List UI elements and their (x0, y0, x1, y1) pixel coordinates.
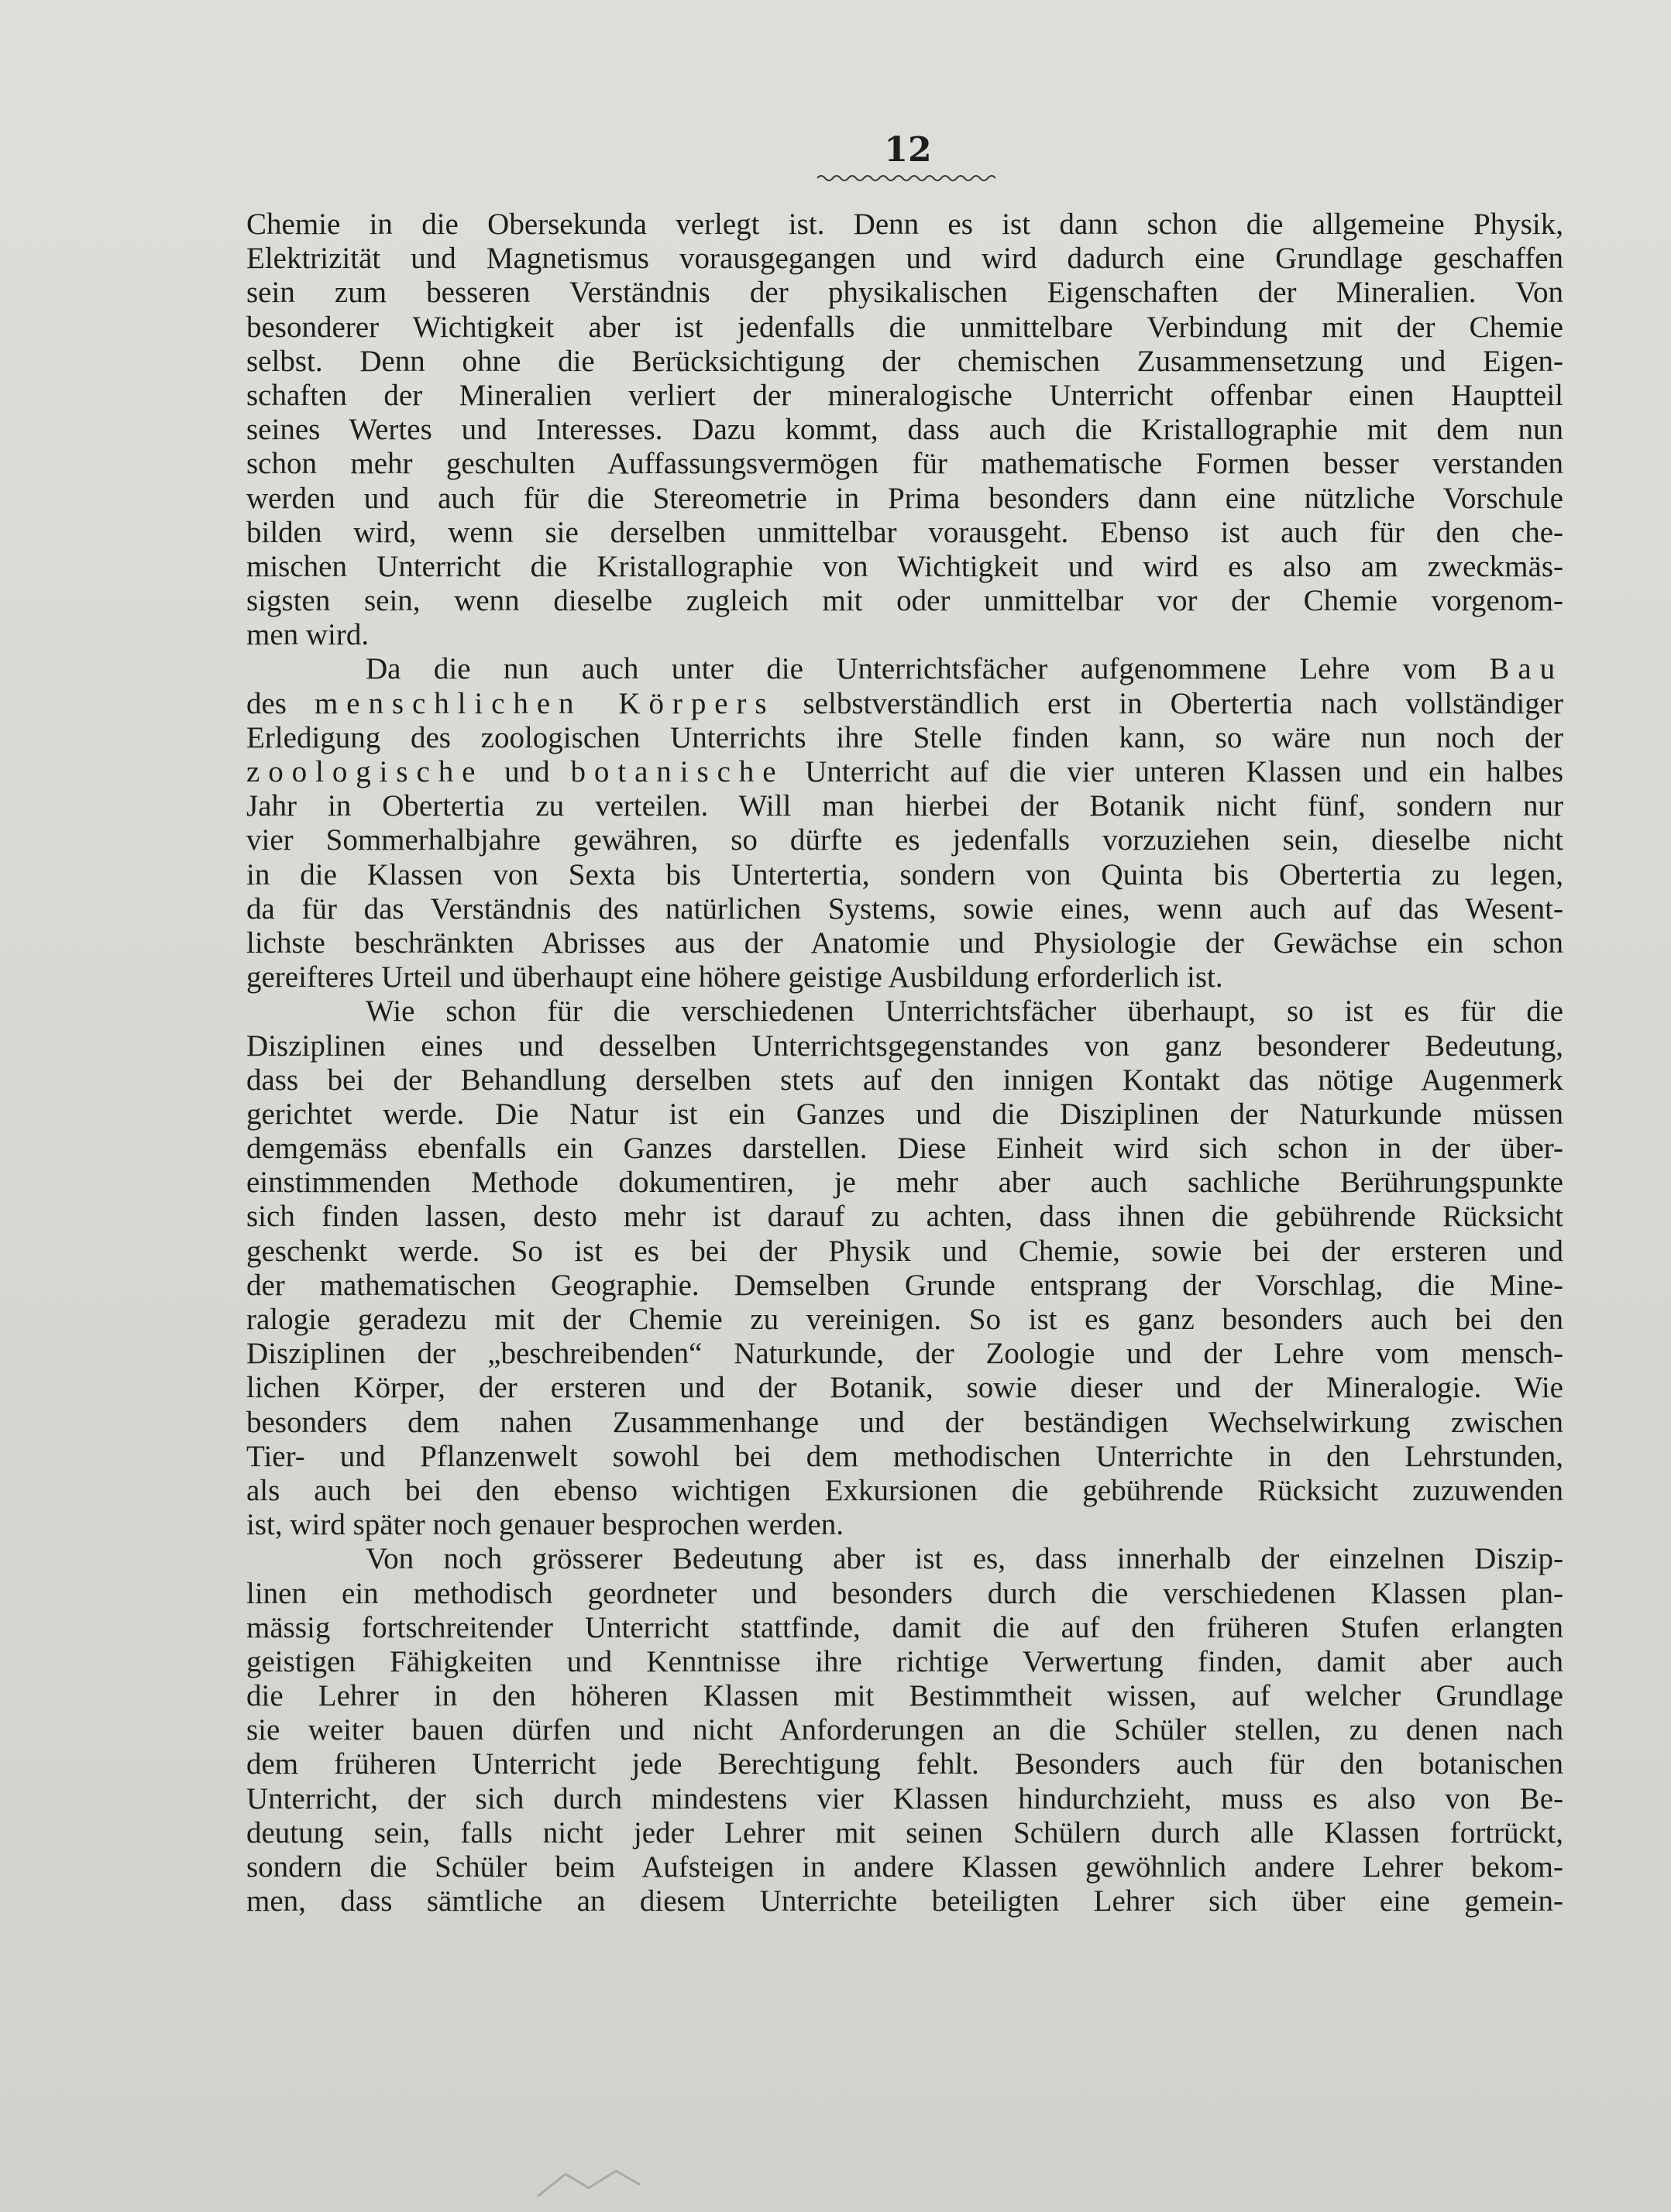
text-line: besonderer Wichtigkeit aber ist jedenfalls die unmittelbare Verbindung mit der Chemie (246, 310, 1563, 344)
text-line: dass bei der Behandlung derselben stets auf den innigen Kontakt das nötige Augenmerk (246, 1063, 1563, 1097)
text-line: werden und auch für die Stereometrie in Prima besonders dann eine nützliche Vorschule (246, 481, 1563, 515)
wavy-ornament (817, 172, 995, 186)
text-line: sigsten sein, wenn dieselbe zugleich mit oder unmittelbar vor der Chemie vorgenom- (246, 584, 1563, 618)
line-text-segment: und (483, 755, 571, 788)
paragraph-3 (246, 994, 1563, 1542)
text-line: bilden wird, wenn sie derselben unmittelbar vorausgeht. Ebenso ist auch für den che- (246, 515, 1563, 549)
text-line: Von noch grösserer Bedeutung aber ist es, dass innerhalb der einzelnen Diszip- (366, 1542, 1563, 1576)
text-line: der mathematischen Geographie. Demselben Grunde entsprang der Vorschlag, die Mine- (246, 1268, 1563, 1302)
spaced-word: menschlichen Körpers (315, 686, 775, 720)
line-text-segment: Da die nun auch unter die Unterrichtsfächer aufgenommene Lehre vom (366, 652, 1490, 686)
text-line: sich finden lassen, desto mehr ist darauf zu achten, dass ihnen die gebührende Rücksicht (246, 1200, 1563, 1234)
spaced-word: botanische (570, 755, 785, 788)
text-line: sie weiter bauen dürfen und nicht Anforderungen an die Schüler stellen, zu denen nach (246, 1713, 1563, 1747)
text-line (246, 652, 1563, 686)
text-line: dem früheren Unterricht jede Berechtigung fehlt. Besonders auch für den botanischen (246, 1747, 1563, 1781)
text-line: Elektrizität und Magnetismus vorausgegangen und wird dadurch eine Grundlage geschaffen (246, 242, 1563, 276)
line-text-segment: selbstverständlich erst in Obertertia nach vollständiger (775, 686, 1563, 720)
text-line: schon mehr geschulten Auffassungsvermögen für mathematische Formen besser verstanden (246, 447, 1563, 481)
text-line: sein zum besseren Verständnis der physikalischen Eigenschaften der Mineralien. Von (246, 276, 1563, 310)
text-line: gerichtet werde. Die Natur ist ein Ganzes und die Disziplinen der Naturkunde müssen (246, 1097, 1563, 1131)
text-line: selbst. Denn ohne die Berücksichtigung der chemischen Zusammensetzung und Eigen- (246, 344, 1563, 378)
text-line: men wird. (246, 618, 370, 652)
text-line: Tier- und Pflanzenwelt sowohl bei dem methodischen Unterrichte in den Lehrstunden, (246, 1439, 1563, 1473)
text-line: Erledigung des zoologischen Unterrichts ihre Stelle finden kann, so wäre nun noch der (246, 720, 1563, 754)
text-line: vier Sommerhalbjahre gewähren, so dürfte es jedenfalls vorzuziehen sein, dieselbe nicht (246, 823, 1563, 857)
body-text (246, 208, 1563, 1918)
spaced-word: zoologische (246, 755, 484, 788)
text-line: da für das Verständnis des natürlichen Systems, sowie eines, wenn auch auf das Wesent- (246, 891, 1563, 926)
text-line: als auch bei den ebenso wichtigen Exkursionen die gebührende Rücksicht zuzuwenden (246, 1473, 1563, 1507)
text-line: mischen Unterricht die Kristallographie von Wichtigkeit und wird es also am zweckmäs- (246, 549, 1563, 583)
paragraph-1 (246, 208, 1563, 652)
text-line (246, 755, 1563, 789)
text-line: Disziplinen der „beschreibenden“ Naturkunde, der Zoologie und der Lehre vom mensch- (246, 1337, 1563, 1371)
text-line: lichen Körper, der ersteren und der Botanik, sowie dieser und der Mineralogie. Wie (246, 1371, 1563, 1405)
text-line: men, dass sämtliche an diesem Unterrichte beteiligten Lehrer sich über eine gemein- (246, 1884, 1563, 1918)
paragraph-2 (246, 652, 1563, 994)
text-line: besonders dem nahen Zusammenhange und der beständigen Wechselwirkung zwischen (246, 1405, 1563, 1439)
text-line: schaften der Mineralien verliert der mineralogische Unterricht offenbar einen Hauptteil (246, 378, 1563, 412)
text-line: deutung sein, falls nicht jeder Lehrer mit seinen Schülern durch alle Klassen fortrückt, (246, 1815, 1563, 1850)
page-number: 12 (884, 130, 932, 170)
text-line: Jahr in Obertertia zu verteilen. Will man hierbei der Botanik nicht fünf, sondern nur (246, 789, 1563, 823)
text-line: demgemäss ebenfalls ein Ganzes darstellen. Diese Einheit wird sich schon in der über- (246, 1132, 1563, 1166)
text-line: Wie schon für die verschiedenen Unterrichtsfächer überhaupt, so ist es für die (366, 994, 1563, 1029)
text-line: die Lehrer in den höheren Klassen mit Bestimmtheit wissen, auf welcher Grundlage (246, 1679, 1563, 1713)
paragraph-4 (246, 1542, 1563, 1918)
line-text-segment: des (246, 686, 315, 720)
text-line: Unterricht, der sich durch mindestens vier Klassen hindurchzieht, muss es also von Be- (246, 1781, 1563, 1815)
line-text-segment: Unterricht auf die vier unteren Klassen und ein halbes (784, 755, 1563, 788)
text-line: Disziplinen eines und desselben Unterrichtsgegenstandes von ganz besonderer Bedeutung, (246, 1029, 1563, 1063)
text-line: seines Wertes und Interesses. Dazu kommt, dass auch die Kristallographie mit dem nun (246, 413, 1563, 447)
text-line: gereifteres Urteil und überhaupt eine höhere geistige Ausbildung erforderlich ist. (246, 960, 1223, 994)
text-line (246, 687, 1563, 721)
text-line: sondern die Schüler beim Aufsteigen in andere Klassen gewöhnlich andere Lehrer bekom- (246, 1850, 1563, 1884)
text-line: in die Klassen von Sexta bis Untertertia, sondern von Quinta bis Obertertia zu legen, (246, 857, 1563, 891)
spaced-word: Bau (1489, 652, 1563, 686)
text-line: ralogie geradezu mit der Chemie zu vereinigen. So ist es ganz besonders auch bei den (246, 1303, 1563, 1336)
paper-crease-mark (535, 2165, 643, 2200)
text-line: lichste beschränkten Abrisses aus der Anatomie und Physiologie der Gewächse ein schon (246, 926, 1563, 960)
text-line: mässig fortschreitender Unterricht stattfinde, damit die auf den früheren Stufen erlangten (246, 1610, 1563, 1644)
text-line: geschenkt werde. So ist es bei der Physik und Chemie, sowie bei der ersteren und (246, 1234, 1563, 1268)
text-line: ist, wird später noch genauer besprochen werden. (246, 1508, 844, 1542)
text-line: Chemie in die Obersekunda verlegt ist. Denn es ist dann schon die allgemeine Physik, (246, 208, 1563, 241)
text-line: geistigen Fähigkeiten und Kenntnisse ihre richtige Verwertung finden, damit aber auch (246, 1644, 1563, 1678)
text-line: einstimmenden Methode dokumentiren, je mehr aber auch sachliche Berührungspunkte (246, 1166, 1563, 1200)
text-line: linen ein methodisch geordneter und besonders durch die verschiedenen Klassen plan- (246, 1576, 1563, 1610)
